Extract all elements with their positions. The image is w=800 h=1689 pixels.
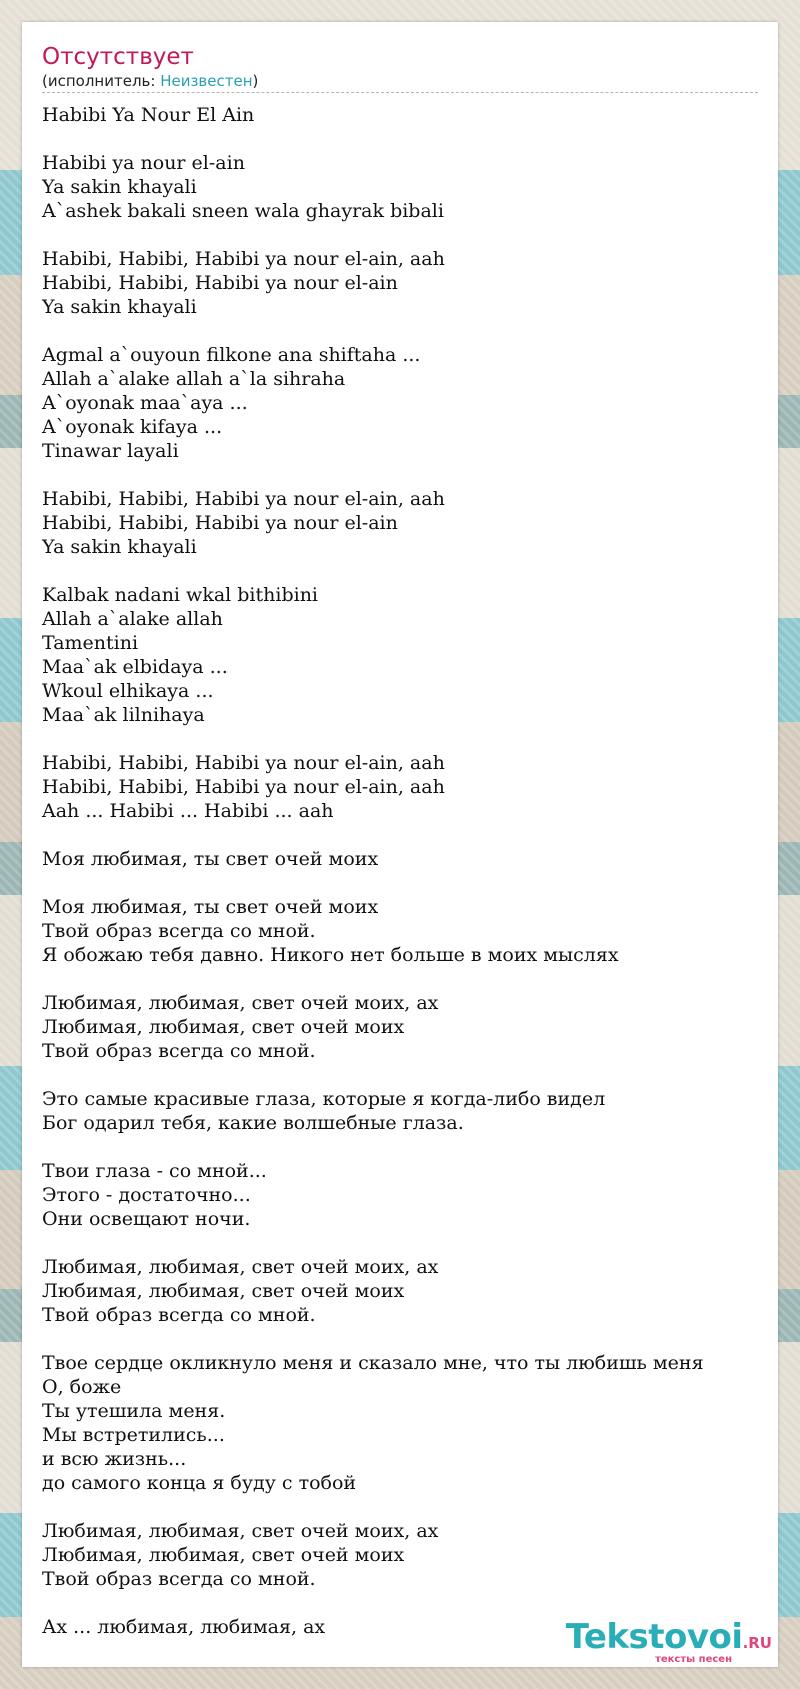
artist-prefix: (исполнитель:	[42, 72, 161, 90]
lyrics-card	[22, 22, 778, 1667]
artist-suffix: )	[252, 72, 259, 90]
logo-name: Tekstovoi	[565, 1617, 743, 1657]
song-header	[42, 42, 758, 93]
logo-tld: .RU	[742, 1634, 772, 1652]
artist-line	[42, 72, 758, 90]
site-logo[interactable]	[565, 1617, 772, 1665]
song-title: Отсутствует	[42, 44, 194, 70]
artist-link[interactable]: Неизвестен	[160, 72, 253, 90]
lyrics-text: Habibi Ya Nour El Ain Habibi ya nour el-ain Ya sakin khayali A`ashek bakali sneen wala ghayrak bibali Habibi, Habibi, Habibi ya nour el-ain, aah Habibi, Habibi, Habibi ya nour el-ain Ya sakin khayali Agmal a`ouyoun filkone ana shiftaha ... Allah a`alake allah a`la sihraha A`oyonak maa`aya ... A`oyonak kifaya ... Tinawar layali Habibi, Habibi, Habibi ya nour el-ain, aah Habibi, Habibi, Habibi ya nour el-ain Ya sakin khayali Kalbak nadani wkal bithibini Allah a`alake allah Tamentini Maa`ak elbidaya ... Wkoul elhikaya ... Maa`ak lilnihaya Habibi, Habibi, Habibi ya nour el-ain, aah Habibi, Habibi, Habibi ya nour el-ain, aah Aah ... Habibi ... Habibi ... aah Моя любимая, ты свет очей моих Моя любимая, ты свет очей моих Твой образ всегда со мной. Я обожаю тебя давно. Никого нет больше в моих мыслях Любимая, любимая, свет очей моих, ах Любимая, любимая, свет очей моих Твой образ всегда со мной. Это самые красивые глаза, которые я когда-либо видел Бог одарил тебя, какие волшебные глаза. Твои глаза - со мной... Этого - достаточно... Они освещают ночи. Любимая, любимая, свет очей моих, ах Любимая, любимая, свет очей моих Твой образ всегда со мной. Твое сердце окликнуло меня и сказало мне, что ты любишь меня О, боже Ты утешила меня. Мы встретились... и всю жизнь... до самого конца я буду с тобой Любимая, любимая, свет очей моих, ах Любимая, любимая, свет очей моих Твой образ всегда со мной. Ах ... любимая, любимая, ах	[42, 104, 704, 1638]
logo-tagline: тексты песен	[655, 1654, 732, 1665]
